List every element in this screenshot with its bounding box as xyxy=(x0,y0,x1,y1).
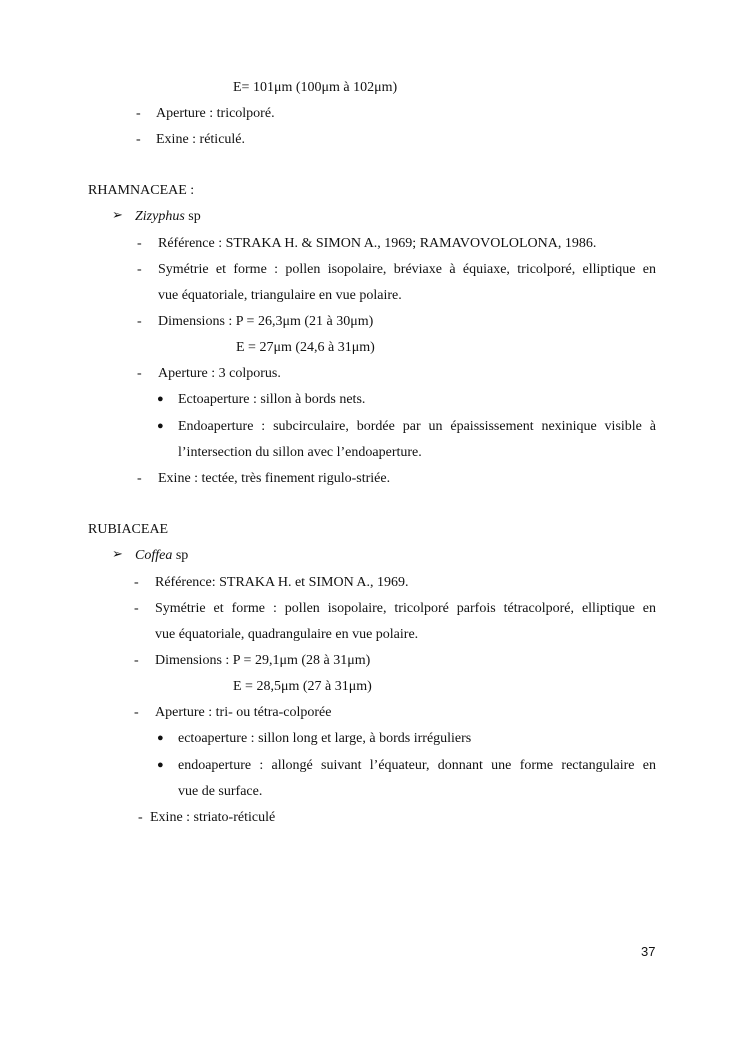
dimensions-p-line: Dimensions : P = 29,1μm (28 à 31μm) xyxy=(155,653,371,668)
exine-line: Exine : striato-réticulé xyxy=(150,810,276,825)
dimensions-e-line: E = 28,5μm (27 à 31μm) xyxy=(233,679,372,694)
species-suffix: sp xyxy=(184,209,201,224)
species-suffix: sp xyxy=(172,548,189,563)
exine-line: Exine : réticulé. xyxy=(156,132,246,147)
dimensions-e-line: E = 27μm (24,6 à 31μm) xyxy=(236,340,375,355)
dash-marker: - xyxy=(137,366,142,381)
symmetry-line-continuation: vue équatoriale, quadrangulaire en vue polaire. xyxy=(155,627,419,642)
dash-marker: - xyxy=(134,575,139,590)
species-heading-coffea xyxy=(135,547,188,565)
dash-marker: - xyxy=(137,471,142,486)
endoaperture-line: Endoaperture : subcirculaire, bordée par un épaississement nexinique visible à xyxy=(178,419,656,434)
bullet-icon: ● xyxy=(157,759,164,771)
arrow-bullet-icon: ➢ xyxy=(112,547,123,562)
family-heading-rhamnaceae: RHAMNACEAE : xyxy=(88,183,195,198)
reference-line: Référence : STRAKA H. & SIMON A., 1969; RAMAVOVOLOLONA, 1986. xyxy=(158,236,597,251)
page-number: 37 xyxy=(641,944,656,959)
ectoaperture-line: ectoaperture : sillon long et large, à bords irréguliers xyxy=(178,731,472,746)
dash-marker: - xyxy=(136,106,141,121)
exine-line: Exine : tectée, très finement rigulo-striée. xyxy=(158,471,391,486)
dash-marker: - xyxy=(138,810,143,825)
dash-marker: - xyxy=(134,705,139,720)
aperture-line: Aperture : 3 colporus. xyxy=(158,366,281,381)
endoaperture-line-continuation: vue de surface. xyxy=(178,784,263,799)
dash-marker: - xyxy=(137,236,142,251)
family-heading-rubiaceae: RUBIACEAE xyxy=(88,522,169,537)
dash-marker: - xyxy=(137,314,142,329)
ectoaperture-line: Ectoaperture : sillon à bords nets. xyxy=(178,392,366,407)
symmetry-line-continuation: vue équatoriale, triangulaire en vue polaire. xyxy=(158,288,402,303)
symmetry-line: Symétrie et forme : pollen isopolaire, bréviaxe à équiaxe, tricolporé, elliptique en xyxy=(158,262,656,277)
aperture-line: Aperture : tricolporé. xyxy=(156,106,275,121)
dimensions-p-line: Dimensions : P = 26,3μm (21 à 30μm) xyxy=(158,314,374,329)
bullet-icon: ● xyxy=(157,393,164,405)
genus-name: Zizyphus xyxy=(135,209,185,224)
e-dimension-line: E= 101μm (100μm à 102μm) xyxy=(233,80,398,95)
reference-line: Référence: STRAKA H. et SIMON A., 1969. xyxy=(155,575,409,590)
aperture-line: Aperture : tri- ou tétra-colporée xyxy=(155,705,332,720)
dash-marker: - xyxy=(134,653,139,668)
arrow-bullet-icon: ➢ xyxy=(112,208,123,223)
dash-marker: - xyxy=(137,262,142,277)
symmetry-line: Symétrie et forme : pollen isopolaire, tricolporé parfois tétracolporé, elliptique en xyxy=(155,601,656,616)
dash-marker: - xyxy=(134,601,139,616)
bullet-icon: ● xyxy=(157,732,164,744)
endoaperture-line-continuation: l’intersection du sillon avec l’endoaperture. xyxy=(178,445,422,460)
dash-marker: - xyxy=(136,132,141,147)
bullet-icon: ● xyxy=(157,420,164,432)
endoaperture-line: endoaperture : allongé suivant l’équateur, donnant une forme rectangulaire en xyxy=(178,758,656,773)
species-heading-zizyphus xyxy=(135,208,201,226)
genus-name: Coffea xyxy=(135,548,173,563)
